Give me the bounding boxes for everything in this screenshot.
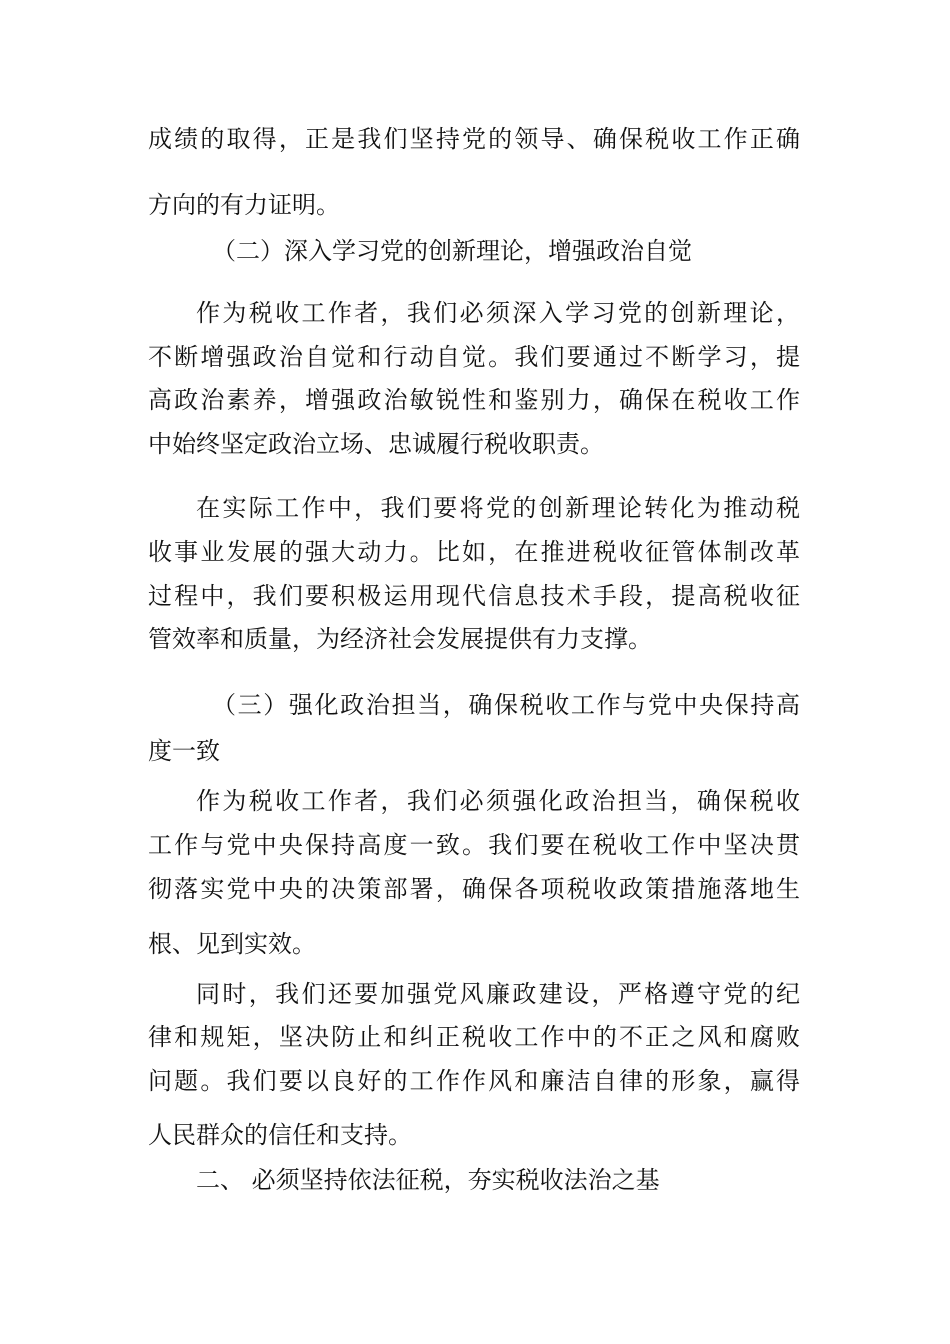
paragraph-line: 成绩的取得，正是我们坚持党的领导、确保税收工作正确 [148,125,800,153]
paragraph-line: 根、见到实效。 [148,930,316,958]
paragraph-line: 高政治素养，增强政治敏锐性和鉴别力，确保在税收工作 [148,386,800,414]
paragraph-line: 管效率和质量，为经济社会发展提供有力支撑。 [148,625,652,653]
paragraph-line: 问题。我们要以良好的工作作风和廉洁自律的形象，赢得 [148,1067,800,1095]
paragraph-line: 律和规矩，坚决防止和纠正税收工作中的不正之风和腐败 [148,1023,800,1051]
paragraph-line: 收事业发展的强大动力。比如，在推进税收征管体制改革 [148,538,800,566]
paragraph-line: 在实际工作中，我们要将党的创新理论转化为推动税 [196,494,800,522]
paragraph-line: 彻落实党中央的决策部署，确保各项税收政策措施落地生 [148,875,800,903]
section-heading: （三）强化政治担当，确保税收工作与党中央保持高 [212,691,800,719]
paragraph-line: 不断增强政治自觉和行动自觉。我们要通过不断学习，提 [148,343,800,371]
paragraph-line: 人民群众的信任和支持。 [148,1121,412,1149]
paragraph-line: 作为税收工作者，我们必须强化政治担当，确保税收 [196,787,800,815]
paragraph-line: 中始终坚定政治立场、忠诚履行税收职责。 [148,430,604,458]
paragraph-line: 工作与党中央保持高度一致。我们要在税收工作中坚决贯 [148,831,800,859]
paragraph-line: 过程中，我们要积极运用现代信息技术手段，提高税收征 [148,582,800,610]
section-heading: 度一致 [148,737,220,765]
section-heading: （二）深入学习党的创新理论，增强政治自觉 [212,237,692,265]
paragraph-line: 同时，我们还要加强党风廉政建设，严格遵守党的纪 [196,980,800,1008]
paragraph-line: 方向的有力证明。 [148,191,340,219]
paragraph-line: 作为税收工作者，我们必须深入学习党的创新理论， [196,299,800,327]
section-heading: 二、 必须坚持依法征税，夯实税收法治之基 [196,1166,660,1194]
